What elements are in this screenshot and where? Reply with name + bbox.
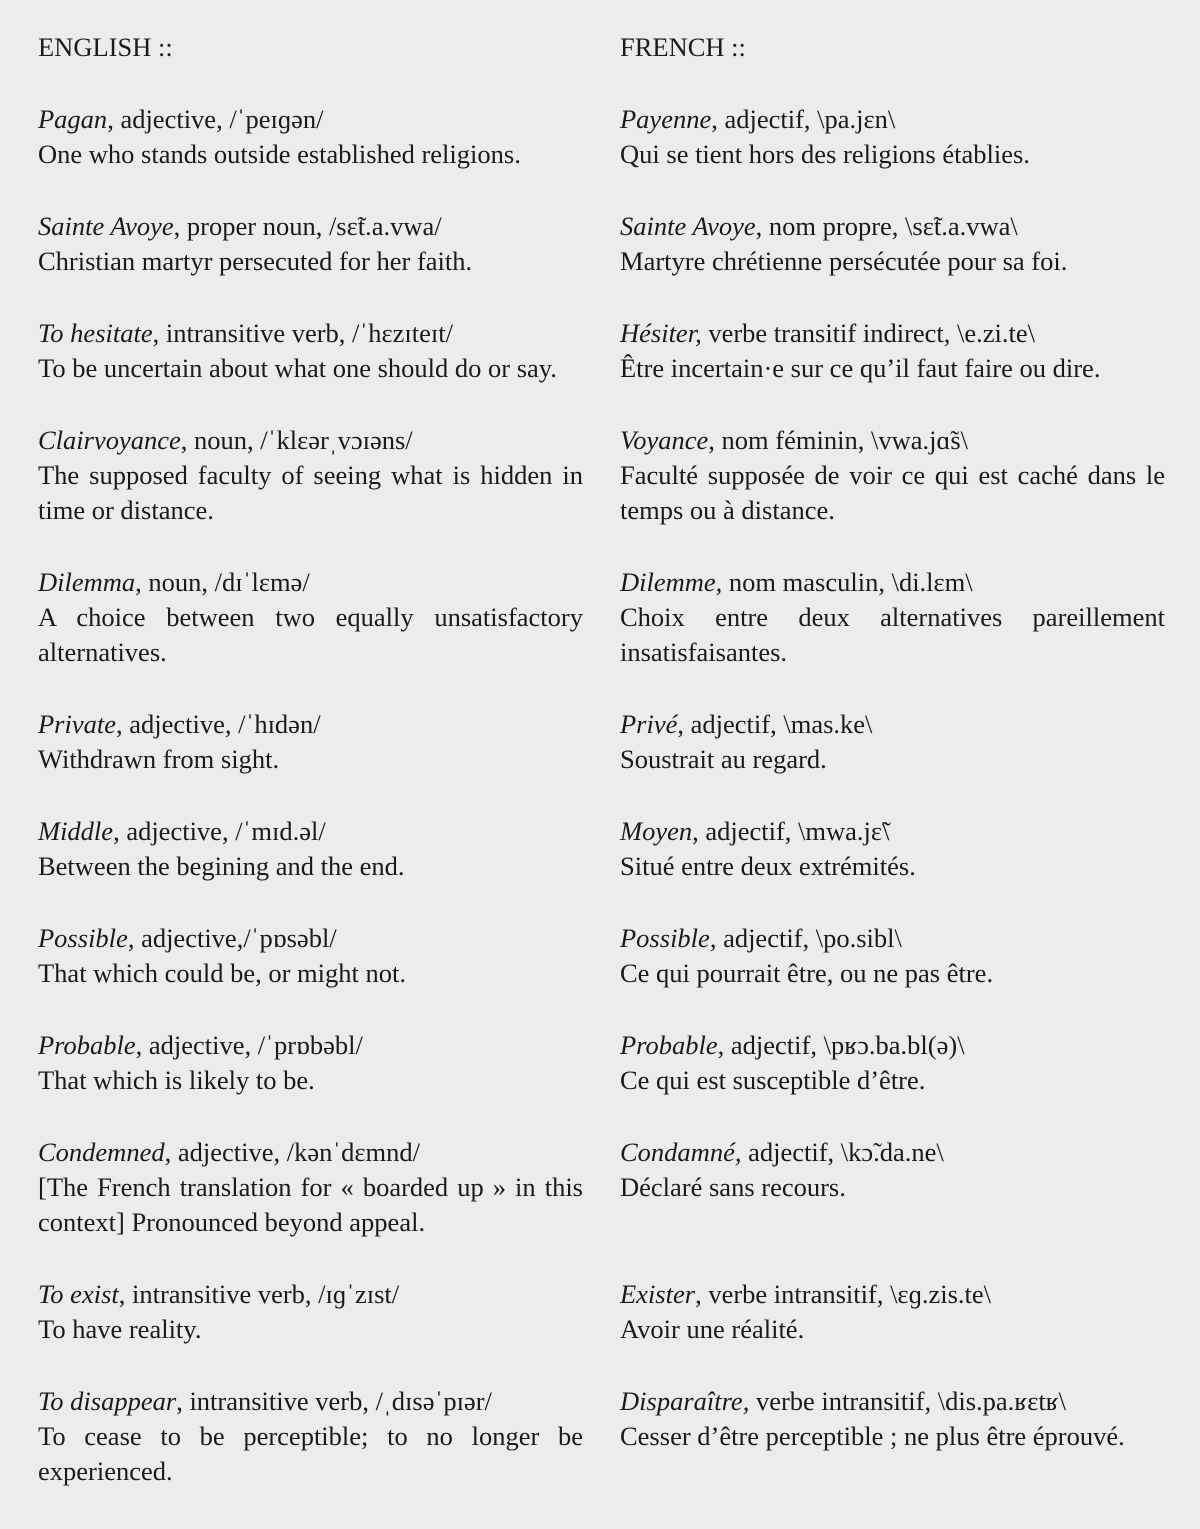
entry-meta: , adjectif, \mwa.jɛ̃\ — [692, 816, 890, 846]
entry-headline — [620, 102, 1165, 137]
entry-meta: , adjective, /ˈpeɪɡən/ — [107, 104, 324, 134]
entry-meta: , intransitive verb, /ɪɡˈzɪst/ — [118, 1279, 400, 1309]
entry-meta: , nom féminin, \vwa.jɑ̃s\ — [708, 425, 968, 455]
entry-en-dilemma — [38, 565, 583, 670]
entry-definition: Avoir une réalité. — [620, 1314, 805, 1344]
entry-definition: To cease to be perceptible; to no longer be experienced. — [38, 1421, 583, 1486]
entry-headline — [620, 1277, 1165, 1312]
entry-definition: That which is likely to be. — [38, 1065, 315, 1095]
entry-headline — [620, 423, 1165, 458]
entry-definition: A choice between two equally unsatisfactory alternatives. — [38, 602, 583, 667]
entry-definition: Être incertain·e sur ce qu’il faut faire ou dire. — [620, 353, 1101, 383]
entry-en-to-exist — [38, 1277, 583, 1347]
entry-definition: Choix entre deux alternatives pareillement insatisfaisantes. — [620, 602, 1165, 667]
entry-definition: Ce qui pourrait être, ou ne pas être. — [620, 958, 994, 988]
entry-definition: Cesser d’être perceptible ; ne plus être éprouvé. — [620, 1421, 1125, 1451]
entry-headline — [38, 1384, 583, 1419]
entry-en-middle — [38, 814, 583, 884]
entry-headword: Possible — [620, 923, 710, 953]
entry-fr-voyance — [620, 423, 1165, 528]
entry-headline — [620, 707, 1165, 742]
entry-headline — [620, 1135, 1165, 1170]
entry-headword: To hesitate — [38, 318, 153, 348]
entry-en-condemned — [38, 1135, 583, 1240]
entry-headword: Sainte Avoye — [38, 211, 174, 241]
entry-meta: , adjectif, \mas.ke\ — [677, 709, 873, 739]
entry-fr-possible — [620, 921, 1165, 991]
entry-definition: That which could be, or might not. — [38, 958, 406, 988]
entry-headword: Sainte Avoye — [620, 211, 756, 241]
entry-meta: , adjective,/ˈpɒsəbl/ — [127, 923, 337, 953]
entry-headword: Private — [38, 709, 116, 739]
entry-meta: , adjective, /ˈprɒbəbl/ — [135, 1030, 363, 1060]
entry-meta: , adjectif, \pʁɔ.ba.bl(ə)\ — [717, 1030, 965, 1060]
entry-fr-hesiter — [620, 316, 1165, 386]
entry-en-possible — [38, 921, 583, 991]
entry-headline — [620, 814, 1165, 849]
entry-definition: Christian martyr persecuted for her faith. — [38, 246, 473, 276]
entry-headword: Probable — [38, 1030, 136, 1060]
entry-en-to-disappear — [38, 1384, 583, 1489]
entry-headword: Payenne — [620, 104, 712, 134]
entry-headword: Condamné, — [620, 1137, 742, 1167]
entry-fr-probable — [620, 1028, 1165, 1098]
entry-headword: Voyance — [620, 425, 709, 455]
entry-fr-exister — [620, 1277, 1165, 1347]
entry-fr-payenne — [620, 102, 1165, 172]
entry-headline — [38, 814, 583, 849]
entry-headword: To exist — [38, 1279, 119, 1309]
entry-headword: Clairvoyance — [38, 425, 181, 455]
bilingual-glossary-page — [38, 30, 1165, 1489]
entry-meta: , intransitive verb, /ˈhɛzɪteɪt/ — [152, 318, 453, 348]
entry-headword: Dilemme, — [620, 567, 723, 597]
entry-en-to-hesitate — [38, 316, 583, 386]
entry-definition: [The French translation for « boarded up » in this context] Pronounced beyond appeal. — [38, 1172, 583, 1237]
entry-meta: , adjective, /ˈmɪd.əl/ — [113, 816, 326, 846]
entry-meta: adjectif, \kɔ̃.da.ne\ — [741, 1137, 944, 1167]
entry-headline — [620, 316, 1165, 351]
entry-headline — [38, 1135, 583, 1170]
entry-headline — [38, 316, 583, 351]
entry-definition: To be uncertain about what one should do or say. — [38, 353, 557, 383]
entry-headline — [38, 1277, 583, 1312]
entry-en-clairvoyance — [38, 423, 583, 528]
entry-fr-moyen — [620, 814, 1165, 884]
entry-headword: Privé — [620, 709, 678, 739]
entry-fr-dilemme — [620, 565, 1165, 670]
entry-headword: Hésiter, — [620, 318, 702, 348]
entry-en-private — [38, 707, 583, 777]
entry-meta: , adjectif, \po.sibl\ — [709, 923, 902, 953]
entry-headline — [620, 565, 1165, 600]
entry-headword: To disappear — [38, 1386, 177, 1416]
entry-headline — [38, 921, 583, 956]
entry-meta: , nom propre, \sɛ̃t.a.vwa\ — [755, 211, 1018, 241]
entry-definition: Faculté supposée de voir ce qui est caché dans le temps ou à distance. — [620, 460, 1165, 525]
entry-definition: Martyre chrétienne persécutée pour sa foi. — [620, 246, 1068, 276]
entry-headline — [620, 209, 1165, 244]
entry-headline — [38, 707, 583, 742]
entry-meta: verbe transitif indirect, \e.zi.te\ — [701, 318, 1036, 348]
entry-meta: , proper noun, /sɛ̃t.a.vwa/ — [173, 211, 442, 241]
entry-headline — [620, 1028, 1165, 1063]
entry-meta: , adjectif, \pa.jɛn\ — [711, 104, 896, 134]
entry-headline — [620, 1384, 1165, 1419]
entry-headword: Probable — [620, 1030, 718, 1060]
entry-fr-prive — [620, 707, 1165, 777]
entry-fr-disparaitre — [620, 1384, 1165, 1454]
entry-headline — [620, 921, 1165, 956]
entry-meta: , intransitive verb, /ˌdɪsəˈpɪər/ — [176, 1386, 492, 1416]
entry-meta: , adjective, /kənˈdɛmnd/ — [164, 1137, 421, 1167]
entry-headline — [38, 1028, 583, 1063]
entry-headword: Pagan — [38, 104, 108, 134]
entry-headword: Disparaître, — [620, 1386, 750, 1416]
entry-definition: One who stands outside established religions. — [38, 139, 521, 169]
entry-definition: Qui se tient hors des religions établies. — [620, 139, 1030, 169]
entry-headword: Middle — [38, 816, 114, 846]
entry-en-sainte-avoye — [38, 209, 583, 279]
entry-definition: Déclaré sans recours. — [620, 1172, 846, 1202]
entry-headword: Exister — [620, 1279, 696, 1309]
entry-meta: , verbe intransitif, \ɛɡ.zis.te\ — [695, 1279, 991, 1309]
entry-definition: Soustrait au regard. — [620, 744, 827, 774]
entry-headword: Moyen — [620, 816, 693, 846]
entry-headword: Possible — [38, 923, 128, 953]
entry-en-probable — [38, 1028, 583, 1098]
entry-definition: Between the begining and the end. — [38, 851, 405, 881]
entry-fr-condamne — [620, 1135, 1165, 1205]
entry-fr-sainte-avoye — [620, 209, 1165, 279]
entry-definition: To have reality. — [38, 1314, 202, 1344]
entry-meta: nom masculin, \di.lɛm\ — [722, 567, 973, 597]
entry-definition: Ce qui est susceptible d’être. — [620, 1065, 926, 1095]
entry-headword: Condemned — [38, 1137, 165, 1167]
entry-headline — [38, 102, 583, 137]
french-column-header: FRENCH :: — [620, 32, 746, 62]
entry-headline — [38, 565, 583, 600]
english-column-header: ENGLISH :: — [38, 32, 173, 62]
entry-definition: The supposed faculty of seeing what is hidden in time or distance. — [38, 460, 583, 525]
glossary-grid — [38, 30, 1165, 1489]
entry-meta: , adjective, /ˈhɪdən/ — [116, 709, 321, 739]
entry-definition: Situé entre deux extrémités. — [620, 851, 916, 881]
entry-headline — [38, 209, 583, 244]
entry-headline — [38, 423, 583, 458]
entry-headword: Dilemma — [38, 567, 136, 597]
entry-meta: , noun, /ˈklɛərˌvɔɪəns/ — [180, 425, 413, 455]
entry-en-pagan — [38, 102, 583, 172]
entry-meta: verbe intransitif, \dis.pa.ʁɛtʁ\ — [749, 1386, 1066, 1416]
entry-definition: Withdrawn from sight. — [38, 744, 280, 774]
entry-meta: , noun, /dɪˈlɛmə/ — [135, 567, 310, 597]
